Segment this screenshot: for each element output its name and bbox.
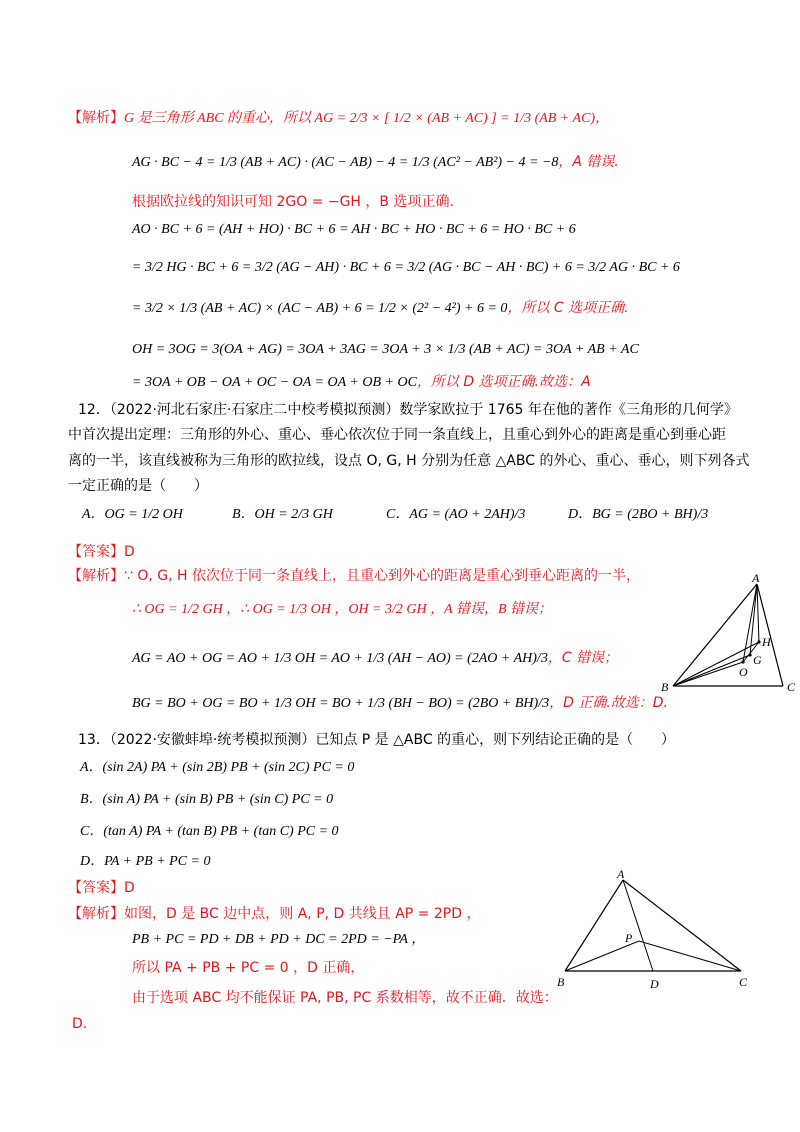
q13-option-d: D．PA + PB + PC = 0 (80, 854, 211, 869)
jiexi-label: 【解析】 (68, 110, 124, 126)
answer-value: D (124, 880, 135, 896)
label-o: O (739, 665, 748, 679)
solution-line: = 3/2 HG · BC + 6 = 3/2 (AG − AH) · BC + 6 = 3/2 (AG · BC − AH · BC) + 6 = 3/2 AG · BC + 6 (132, 260, 680, 275)
solution-line: 根据欧拉线的知识可知 2GO = −GH ，B 选项正确. (132, 194, 454, 210)
q13-solution-line: 由于选项 ABC 均不能保证 PA, PB, PC 系数相等，故不正确．故选： (132, 990, 558, 1006)
label-a: A (752, 571, 760, 585)
answer-label: 【答案】 (68, 544, 124, 560)
solution-math: AG · BC − 4 = 1/3 (AB + AC) · (AC − AB) − 4 = 1/3 (AC² − AB²) − 4 = −8 (132, 155, 559, 170)
label-d: D (650, 977, 659, 991)
solution-note: ，所以 C 选项正确. (507, 300, 629, 316)
seg-pc (639, 941, 741, 971)
solution-block-prev (68, 108, 609, 129)
solution-line: AO · BC + 6 = (AH + HO) · BC + 6 = AH · BC + HO · BC + 6 = HO · BC + 6 (132, 222, 576, 237)
q12-stem-line: 一定正确的是（ ） (68, 478, 208, 494)
solution-math: = 3OA + OB − OA + OC − OA = OA + OB + OC (132, 375, 417, 390)
label-a: A (617, 868, 625, 881)
point-g (748, 653, 751, 656)
label-p: P (625, 931, 633, 945)
q13-solution-line: D. (72, 1016, 88, 1032)
point-h (757, 640, 760, 643)
solution-text: ∵ O, G, H 依次位于同一条直线上，且重心到外心的距离是重心到垂心距离的一半， (124, 568, 641, 584)
q12-solution-line (68, 566, 640, 586)
q12-solution-line (132, 648, 618, 669)
q13-stem: 13．（2022·安徽蚌埠·统考模拟预测）已知点 P 是 △ABC 的重心，则下列结论正确的是（ ） (78, 732, 676, 748)
q12-option-a: A．OG = 1/2 OH (82, 507, 183, 522)
q13-option-b: B．(sin A) PA + (sin B) PB + (sin C) PC = 0 (80, 792, 334, 807)
median-ad (623, 880, 653, 971)
solution-note: ，A 错误. (558, 154, 619, 170)
q13-answer (68, 878, 135, 898)
solution-note: ，D 正确.故选：D. (549, 695, 669, 711)
solution-math: BG = BO + OG = BO + 1/3 OH = BO + 1/3 (BH − BO) = (2BO + BH)/3 (132, 696, 550, 711)
q13-triangle-figure (553, 868, 753, 998)
q12-triangle-figure (655, 570, 800, 695)
q13-solution-line: PB + PC = PD + DB + PD + DC = 2PD = −PA ， (132, 932, 426, 947)
label-c: C (739, 975, 748, 989)
solution-note: ，所以 D 选项正确.故选：A (416, 374, 591, 390)
q12-stem-line: 离的一半，该直线被称为三角形的欧拉线，设点 O, G, H 分别为任意 △ABC 的外心、重心、垂心，则下列各式 (68, 453, 750, 469)
answer-label: 【答案】 (68, 880, 124, 896)
label-h: H (762, 635, 771, 649)
answer-value: D (124, 544, 135, 560)
edge-ac (623, 880, 741, 971)
q13-option-c: C．(tan A) PA + (tan B) PB + (tan C) PC = 0 (80, 824, 339, 839)
solution-text: 如图，D 是 BC 边中点，则 A, P, D 共线且 AP = 2PD ， (124, 906, 481, 922)
q13-option-a: A．(sin 2A) PA + (sin 2B) PB + (sin 2C) PC = 0 (80, 760, 355, 775)
q12-solution-line: ∴ OG = 1/2 GH ，∴ OG = 1/3 OH ，OH = 3/2 GH ，A 错误，B 错误； (132, 602, 552, 617)
solution-line: G 是三角形 ABC 的重心，所以 AG = 2/3 × [ 1/2 × (AB + AC) ] = 1/3 (AB + AC)， (124, 111, 610, 126)
solution-line (132, 372, 591, 393)
label-b: B (661, 680, 669, 694)
solution-math: AG = AO + OG = AO + 1/3 OH = AO + 1/3 (AH − AO) = (2AO + AH)/3 (132, 651, 548, 666)
solution-line (132, 298, 629, 319)
solution-line: OH = 3OG = 3(OA + AG) = 3OA + 3AG = 3OA + 3 × 1/3 (AB + AC) = 3OA + AB + AC (132, 342, 639, 357)
solution-math: = 3/2 × 1/3 (AB + AC) × (AC − AB) + 6 = 1/2 × (2² − 4²) + 6 = 0 (132, 301, 508, 316)
seg-pb (565, 941, 639, 971)
q13-solution-line (68, 904, 480, 924)
point-o (741, 660, 744, 663)
q12-option-b: B．OH = 2/3 GH (232, 507, 333, 522)
q12-solution-line (132, 693, 668, 714)
label-c: C (787, 680, 796, 694)
seg-bh (673, 642, 759, 686)
label-b: B (557, 975, 565, 989)
q13-solution-line: 所以 PA + PB + PC = 0 ，D 正确， (132, 960, 365, 976)
q12-stem-line: 12．（2022·河北石家庄·石家庄二中校考模拟预测）数学家欧拉于 1765 年在他的著作《三角形的几何学》 (78, 402, 738, 418)
q12-option-c: C．AG = (AO + 2AH)/3 (386, 507, 526, 522)
edge-ab (565, 880, 623, 971)
q12-stem-line: 中首次提出定理：三角形的外心、重心、垂心依次位于同一条直线上，且重心到外心的距离是重心到垂心距 (68, 427, 726, 443)
label-g: G (753, 653, 762, 667)
jiexi-label: 【解析】 (68, 568, 124, 584)
solution-line (132, 152, 619, 173)
q12-option-d: D．BG = (2BO + BH)/3 (568, 507, 709, 522)
jiexi-label: 【解析】 (68, 906, 124, 922)
q12-answer (68, 542, 135, 562)
solution-note: ，C 错误； (547, 650, 619, 666)
